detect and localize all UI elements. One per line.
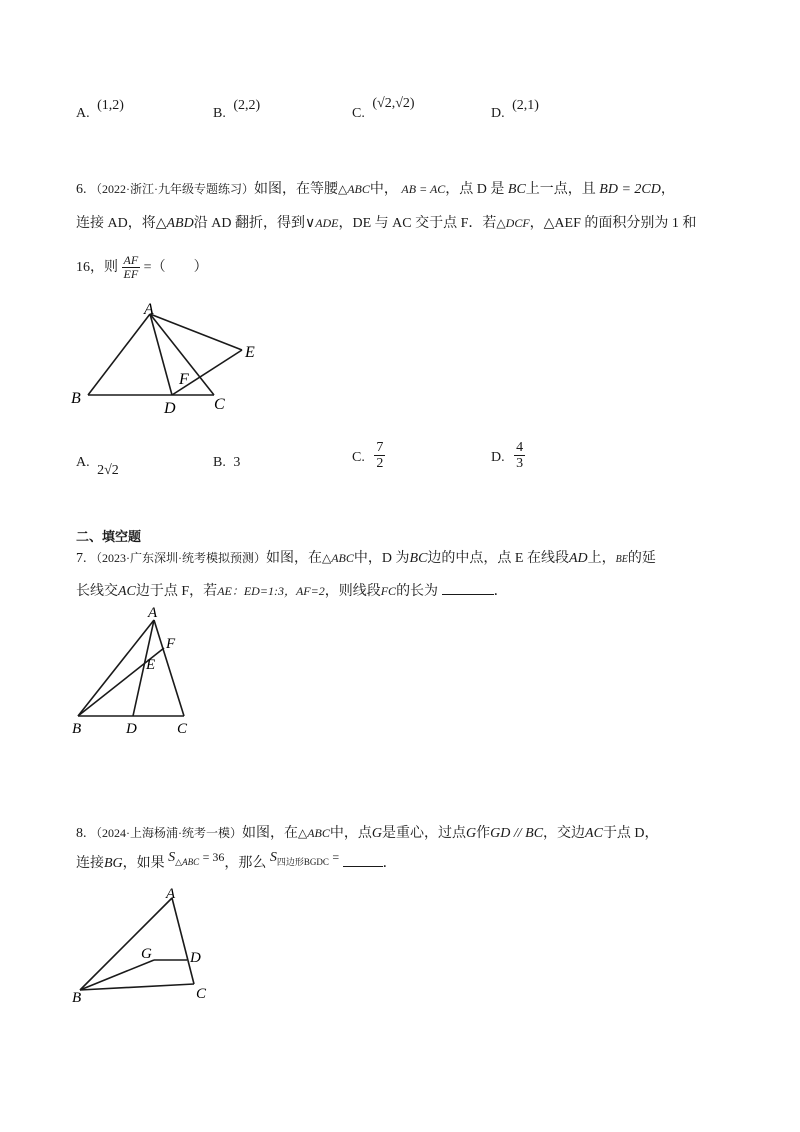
label-C: C bbox=[214, 396, 225, 413]
q6-bd-eq-2cd: BD = 2CD bbox=[599, 182, 661, 197]
q7-end: ． bbox=[493, 584, 508, 599]
segment-ab bbox=[88, 314, 150, 395]
q8-text-h: ，如果 bbox=[122, 856, 165, 871]
option-fraction bbox=[514, 440, 525, 472]
q5-option-a bbox=[76, 98, 124, 122]
question-source: （2023·广东深圳·统考模拟预测） bbox=[90, 551, 266, 565]
label-A: A bbox=[144, 301, 154, 318]
answer-blank[interactable] bbox=[442, 582, 494, 595]
answer-blank[interactable] bbox=[343, 854, 383, 867]
q8-text-c: 是重心，过点 bbox=[382, 826, 467, 841]
q6-line1 bbox=[76, 178, 675, 198]
q8-line2 bbox=[76, 852, 397, 872]
q6-text-c: ，点 D 是 bbox=[445, 182, 505, 197]
q7-text-b: 中，D 为 bbox=[353, 551, 410, 566]
q6-abc: △ABC bbox=[338, 182, 370, 196]
q8-bg: BG bbox=[104, 856, 123, 871]
option-value: (2,1) bbox=[512, 98, 539, 113]
q5-option-d bbox=[491, 98, 539, 122]
q7-ac: AC bbox=[118, 584, 136, 599]
label-D: D bbox=[126, 721, 137, 737]
q7-bc: BC bbox=[409, 551, 428, 566]
q5-option-c bbox=[352, 96, 415, 122]
q7-be: BE bbox=[615, 554, 628, 565]
option-label: A. bbox=[76, 455, 90, 470]
q6-text-d: 上一点，且 bbox=[525, 182, 596, 197]
q8-text-i: ，那么 bbox=[224, 856, 267, 871]
s-subscript: △ABC bbox=[175, 857, 200, 867]
segment-ab bbox=[78, 620, 154, 716]
option-value: (√2,√2) bbox=[372, 96, 415, 111]
s-symbol: S bbox=[269, 850, 277, 865]
section-title: 二、填空题 bbox=[76, 530, 142, 545]
q7-text-e: 的延 bbox=[627, 551, 656, 566]
q6-text-j: =（ ） bbox=[143, 259, 208, 275]
q8-text-e: ，交边 bbox=[543, 826, 586, 841]
segment-ab bbox=[80, 898, 172, 990]
q7-figure bbox=[68, 602, 208, 738]
option-label: B. bbox=[213, 106, 226, 121]
label-C: C bbox=[196, 986, 207, 1002]
option-value: (2,2) bbox=[233, 98, 261, 113]
segment-bg bbox=[80, 960, 154, 990]
q7-abc: △ABC bbox=[322, 551, 354, 565]
q7-text-f: 长线交 bbox=[76, 584, 118, 599]
q6-dcf: △DCF bbox=[496, 216, 530, 230]
label-F: F bbox=[179, 371, 189, 388]
q7-fc: FC bbox=[380, 584, 397, 598]
s-equals: = bbox=[332, 850, 340, 864]
q8-s-quad bbox=[270, 850, 339, 865]
label-D: D bbox=[190, 950, 201, 966]
fraction-denominator: 3 bbox=[516, 456, 524, 472]
q8-text-b: 中，点 bbox=[329, 826, 372, 841]
q8-text-d: 作 bbox=[476, 826, 491, 841]
q7-text-c: 边的中点，点 E 在线段 bbox=[427, 551, 569, 566]
label-A: A bbox=[148, 605, 158, 621]
q8-gd-bc: GD // BC bbox=[490, 826, 544, 841]
fraction-numerator: 7 bbox=[376, 440, 384, 455]
label-F: F bbox=[166, 636, 176, 652]
label-B: B bbox=[72, 990, 82, 1006]
option-value: 3 bbox=[233, 455, 241, 470]
q8-text-f: 于点 D， bbox=[602, 826, 659, 841]
q8-s-abc bbox=[168, 850, 224, 865]
label-D: D bbox=[164, 400, 176, 417]
q6-fraction bbox=[122, 254, 141, 281]
segment-bc bbox=[80, 984, 194, 990]
q6-line3 bbox=[76, 254, 208, 281]
s-value: = 36 bbox=[202, 850, 225, 864]
fraction-numerator: 4 bbox=[516, 440, 524, 455]
segment-ad bbox=[150, 314, 172, 395]
q6-option-c bbox=[352, 440, 385, 472]
q6-abd: ABD bbox=[166, 216, 194, 231]
option-label: C. bbox=[352, 450, 365, 466]
q7-af: ，AF=2 bbox=[283, 584, 325, 598]
q7-text-a: 如图，在 bbox=[266, 551, 322, 566]
label-B: B bbox=[72, 721, 82, 737]
q8-end: ． bbox=[382, 856, 397, 871]
q6-text-i: 16，则 bbox=[76, 259, 118, 275]
question-number: 7. bbox=[76, 551, 87, 566]
q8-abc: △ABC bbox=[298, 826, 330, 840]
q6-line2 bbox=[76, 212, 696, 232]
segment-ac bbox=[172, 898, 194, 984]
q6-option-b bbox=[213, 455, 240, 471]
q8-g: G bbox=[371, 826, 383, 841]
q7-line2 bbox=[76, 580, 508, 600]
q6-option-d bbox=[491, 440, 525, 472]
q5-option-b bbox=[213, 98, 261, 122]
option-value: (1,2) bbox=[97, 98, 124, 113]
q8-figure-lines bbox=[80, 898, 194, 990]
option-value: 2√2 bbox=[97, 463, 119, 478]
option-fraction bbox=[374, 440, 385, 472]
q8-line1 bbox=[76, 822, 659, 842]
q6-bc: BC bbox=[507, 182, 526, 197]
question-source: （2022·浙江·九年级专题练习） bbox=[90, 182, 254, 196]
fraction-denominator: EF bbox=[123, 267, 139, 282]
fraction-denominator: 2 bbox=[376, 456, 384, 472]
q7-ratio: AE：ED=1:3 bbox=[217, 584, 284, 598]
q7-ad: AD bbox=[568, 551, 588, 566]
q6-ab-eq-ac: AB = AC bbox=[401, 182, 446, 196]
option-label: A. bbox=[76, 106, 90, 121]
q7-text-d: 上， bbox=[587, 551, 616, 566]
q6-comma: ， bbox=[660, 182, 675, 197]
q6-text-f: 沿 AD 翻折，得到∨ bbox=[193, 216, 316, 231]
q8-text-a: 如图，在 bbox=[242, 826, 298, 841]
label-B: B bbox=[71, 390, 81, 407]
option-label: D. bbox=[491, 450, 505, 466]
q6-text-b: 中， bbox=[369, 182, 398, 197]
q8-g2: G bbox=[466, 826, 477, 841]
label-E: E bbox=[146, 657, 156, 673]
q8-text-g: 连接 bbox=[76, 856, 104, 871]
q7-figure-lines bbox=[78, 620, 184, 716]
q7-text-g: 边于点 F，若 bbox=[135, 584, 218, 599]
label-C: C bbox=[177, 721, 188, 737]
fraction-numerator: AF bbox=[123, 253, 139, 267]
q6-text-h: ，△AEF 的面积分别为 1 和 bbox=[529, 216, 697, 231]
option-label: C. bbox=[352, 106, 365, 121]
s-symbol: S bbox=[168, 850, 176, 865]
question-source: （2024·上海杨浦·统考一模） bbox=[90, 826, 242, 840]
q8-ac: AC bbox=[585, 826, 603, 841]
q6-ade: ADE bbox=[315, 216, 339, 230]
q6-text-e: 连接 AD，将△ bbox=[76, 216, 167, 231]
question-number: 6. bbox=[76, 182, 87, 197]
q7-text-h: ，则线段 bbox=[324, 584, 381, 599]
q6-figure-lines bbox=[88, 314, 242, 395]
label-A: A bbox=[166, 886, 176, 902]
q7-line1 bbox=[76, 547, 656, 567]
q6-text-a: 如图，在等腰 bbox=[254, 182, 338, 197]
q8-figure bbox=[68, 884, 228, 1008]
segment-ac bbox=[154, 620, 184, 716]
q7-text-i: 的长为 bbox=[396, 584, 439, 599]
q6-text-g: ，DE 与 AC 交于点 F．若 bbox=[338, 216, 497, 231]
option-label: B. bbox=[213, 455, 226, 470]
q6-figure bbox=[66, 300, 276, 422]
question-number: 8. bbox=[76, 826, 87, 841]
label-E: E bbox=[245, 344, 255, 361]
q6-option-a bbox=[76, 455, 119, 478]
option-label: D. bbox=[491, 106, 505, 121]
label-G: G bbox=[141, 946, 152, 962]
s-subscript: 四边形BGDC bbox=[276, 857, 329, 867]
